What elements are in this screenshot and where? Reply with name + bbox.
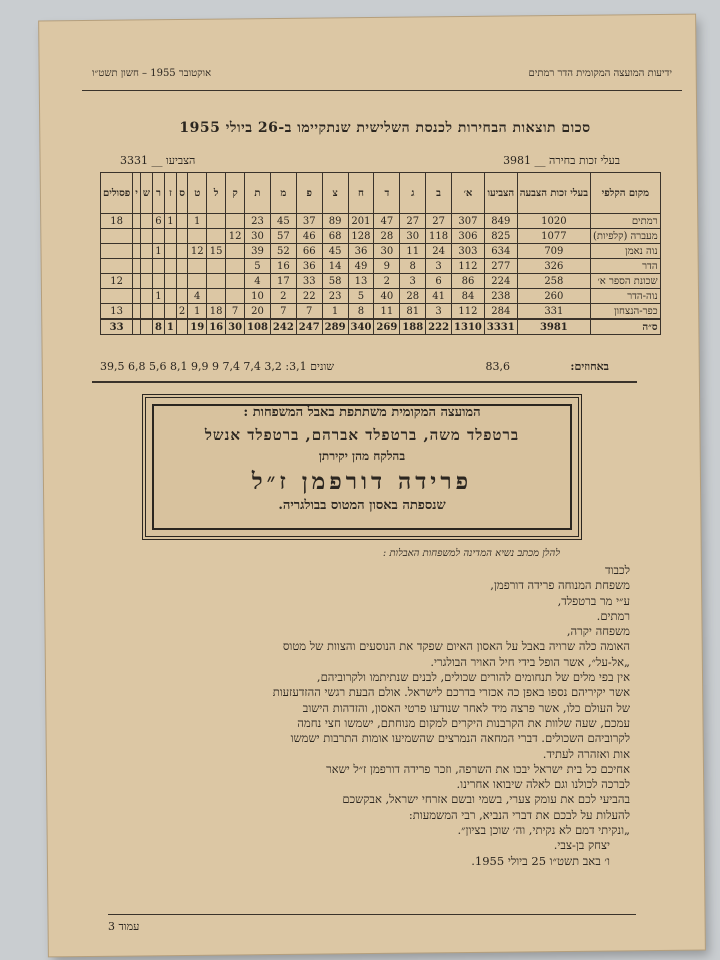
vote-count-cell bbox=[176, 229, 187, 244]
letter-line: „ונקיתי דמם לא נקיתי, וה׳ שוכן בציון״. bbox=[457, 823, 630, 838]
vote-count-cell: 49 bbox=[348, 259, 374, 274]
vote-count-cell: 86 bbox=[452, 274, 485, 289]
vote-count-cell: 1 bbox=[152, 289, 164, 304]
vote-count-cell: 12 bbox=[188, 244, 207, 259]
vote-count-cell: 331 bbox=[517, 304, 590, 320]
vote-count-cell: 7 bbox=[226, 304, 245, 320]
vote-count-cell: 108 bbox=[245, 319, 271, 335]
letter-line: משפחת המנוחה פרידה דורפמן, bbox=[490, 578, 630, 593]
vote-count-cell bbox=[140, 244, 152, 259]
vote-count-cell: 634 bbox=[484, 244, 517, 259]
percent-values: 39,5 6,8 5,6 8,1 9,9 9 7,4 7,4 3,2 :שונים 3,1 bbox=[100, 360, 335, 373]
vote-count-cell: 58 bbox=[322, 274, 348, 289]
column-header: ק bbox=[226, 173, 245, 214]
vote-count-cell bbox=[140, 304, 152, 320]
total-row bbox=[101, 319, 661, 335]
vote-count-cell: 5 bbox=[245, 259, 271, 274]
vote-count-cell: 306 bbox=[452, 229, 485, 244]
vote-count-cell: 3 bbox=[400, 274, 426, 289]
vote-count-cell bbox=[176, 319, 187, 335]
vote-count-cell bbox=[176, 274, 187, 289]
notice-line-5: שנספתה באסון המטוס בבולגריה. bbox=[278, 498, 446, 513]
column-header: צ bbox=[322, 173, 348, 214]
vote-count-cell bbox=[152, 259, 164, 274]
vote-count-cell: 30 bbox=[374, 244, 400, 259]
vote-count-cell bbox=[207, 229, 226, 244]
column-header: ב bbox=[426, 173, 452, 214]
column-header: פסולים bbox=[101, 173, 133, 214]
vote-count-cell: 238 bbox=[484, 289, 517, 304]
vote-count-cell bbox=[164, 289, 176, 304]
vote-count-cell: 39 bbox=[245, 244, 271, 259]
vote-count-cell bbox=[226, 214, 245, 229]
percent-turnout: 83,6 bbox=[485, 360, 510, 373]
vote-count-cell: 7 bbox=[296, 304, 322, 320]
vote-count-cell: 3 bbox=[426, 259, 452, 274]
column-header: ח bbox=[348, 173, 374, 214]
vote-count-cell: 14 bbox=[322, 259, 348, 274]
vote-count-cell bbox=[152, 274, 164, 289]
vote-count-cell: 8 bbox=[152, 319, 164, 335]
table-row bbox=[101, 274, 661, 289]
table-row bbox=[101, 229, 661, 244]
column-header: בעלי זכות הצבעה bbox=[517, 173, 590, 214]
header-date: אוקטובר 1955 – חשון תשט״ו bbox=[92, 68, 212, 79]
letter-line: יצחק בן-צבי. bbox=[553, 838, 610, 853]
vote-count-cell: 84 bbox=[452, 289, 485, 304]
vote-count-cell: 1 bbox=[188, 214, 207, 229]
table-body bbox=[101, 214, 661, 335]
vote-count-cell: 7 bbox=[270, 304, 296, 320]
notice-deceased-name: פרידה דורפמן ז״ל bbox=[251, 468, 473, 495]
vote-count-cell: 224 bbox=[484, 274, 517, 289]
letter-line: אשר יקיריהם נספו באפן כה אכזרי בדרכם לישראל. אולם הבעת רגשי ההזדעזעות bbox=[272, 685, 630, 700]
notice-line-1: המועצה המקומית משתתפת באבל המשפחות : bbox=[243, 405, 481, 420]
vote-count-cell bbox=[133, 244, 141, 259]
vote-count-cell: 2 bbox=[270, 289, 296, 304]
letter-line: בהביעי לכם את עומק צערי, בשמי ובשם אזרחי ישראל, אבקשכם bbox=[342, 792, 630, 807]
vote-count-cell bbox=[152, 229, 164, 244]
letter-line: לברכה לכולנו וגם לאלה שיבואו אחרינו. bbox=[456, 777, 630, 792]
vote-count-cell: 4 bbox=[188, 289, 207, 304]
vote-count-cell: 30 bbox=[245, 229, 271, 244]
vote-count-cell: 3981 bbox=[517, 319, 590, 335]
vote-count-cell: 22 bbox=[296, 289, 322, 304]
vote-count-cell bbox=[176, 289, 187, 304]
vote-count-cell: 13 bbox=[101, 304, 133, 320]
column-header: ג bbox=[400, 173, 426, 214]
vote-count-cell: 188 bbox=[400, 319, 426, 335]
vote-count-cell: 1020 bbox=[517, 214, 590, 229]
vote-count-cell: 33 bbox=[296, 274, 322, 289]
vote-count-cell bbox=[133, 229, 141, 244]
vote-count-cell: 36 bbox=[348, 244, 374, 259]
column-header: ת bbox=[245, 173, 271, 214]
vote-count-cell: 1 bbox=[152, 244, 164, 259]
column-header: ס bbox=[176, 173, 187, 214]
vote-count-cell bbox=[164, 244, 176, 259]
vote-count-cell: 128 bbox=[348, 229, 374, 244]
vote-count-cell: 1 bbox=[322, 304, 348, 320]
vote-count-cell: 24 bbox=[426, 244, 452, 259]
page-header bbox=[92, 68, 672, 84]
vote-count-cell: 81 bbox=[400, 304, 426, 320]
vote-count-cell bbox=[207, 259, 226, 274]
president-letter bbox=[92, 563, 630, 869]
table-row bbox=[101, 259, 661, 274]
vote-count-cell bbox=[140, 214, 152, 229]
polling-place-cell: שכונת הספר א׳ bbox=[591, 274, 661, 289]
vote-count-cell: 260 bbox=[517, 289, 590, 304]
vote-count-cell: 2 bbox=[374, 274, 400, 289]
vote-count-cell: 5 bbox=[348, 289, 374, 304]
column-header: א׳ bbox=[452, 173, 485, 214]
vote-count-cell: 284 bbox=[484, 304, 517, 320]
vote-count-cell bbox=[101, 244, 133, 259]
column-header: ז bbox=[164, 173, 176, 214]
vote-count-cell bbox=[140, 289, 152, 304]
vote-count-cell: 3 bbox=[426, 304, 452, 320]
vote-count-cell: 23 bbox=[245, 214, 271, 229]
vote-count-cell: 66 bbox=[296, 244, 322, 259]
vote-count-cell: 52 bbox=[270, 244, 296, 259]
polling-place-cell: הדר bbox=[591, 259, 661, 274]
vote-count-cell: 16 bbox=[207, 319, 226, 335]
vote-count-cell: 10 bbox=[245, 289, 271, 304]
vote-count-cell: 57 bbox=[270, 229, 296, 244]
vote-count-cell: 6 bbox=[426, 274, 452, 289]
vote-count-cell: 118 bbox=[426, 229, 452, 244]
vote-count-cell: 258 bbox=[517, 274, 590, 289]
vote-count-cell: 30 bbox=[226, 319, 245, 335]
letter-line: של העולם כלו, אשר פרצה מיד לאחר שנודעו פרטי האסון, והזדהות הישוב bbox=[302, 700, 630, 715]
vote-count-cell: 269 bbox=[374, 319, 400, 335]
vote-count-cell: 9 bbox=[374, 259, 400, 274]
vote-count-cell: 11 bbox=[400, 244, 426, 259]
percent-row bbox=[100, 360, 615, 376]
table-row bbox=[101, 214, 661, 229]
vote-count-cell: 1 bbox=[188, 304, 207, 320]
letter-heading: להלן מכתב נשיא המדינה למשפחות האבלות : bbox=[382, 548, 560, 559]
polling-place-cell: מעברה (קלפיות) bbox=[591, 229, 661, 244]
footer-rule bbox=[108, 914, 636, 915]
letter-line: ע״י מר ברטפלד, bbox=[557, 593, 630, 608]
vote-count-cell bbox=[133, 319, 141, 335]
vote-count-cell: 20 bbox=[245, 304, 271, 320]
vote-count-cell bbox=[101, 289, 133, 304]
vote-count-cell: 40 bbox=[374, 289, 400, 304]
vote-count-cell bbox=[101, 259, 133, 274]
vote-count-cell: 30 bbox=[400, 229, 426, 244]
vote-count-cell: 47 bbox=[374, 214, 400, 229]
vote-count-cell bbox=[140, 319, 152, 335]
vote-count-cell bbox=[133, 214, 141, 229]
table-row bbox=[101, 304, 661, 320]
column-header: ל bbox=[207, 173, 226, 214]
vote-count-cell: 41 bbox=[426, 289, 452, 304]
letter-line: ו׳ באב תשט״ו 25 ביולי 1955. bbox=[471, 853, 610, 868]
vote-count-cell: 1 bbox=[164, 214, 176, 229]
vote-count-cell: 33 bbox=[101, 319, 133, 335]
vote-count-cell: 27 bbox=[426, 214, 452, 229]
vote-count-cell: 242 bbox=[270, 319, 296, 335]
vote-count-cell: 45 bbox=[270, 214, 296, 229]
letter-line: לכבוד bbox=[604, 563, 630, 577]
vote-count-cell: 19 bbox=[188, 319, 207, 335]
column-header: מקום הקלפי bbox=[591, 173, 661, 214]
vote-count-cell: 825 bbox=[484, 229, 517, 244]
vote-count-cell bbox=[176, 244, 187, 259]
letter-line: לקרוביהם השכולים. דברי המחאה הנמרצים שהשמיעו אומות התרבות ישמשו bbox=[290, 731, 630, 746]
vote-count-cell bbox=[188, 274, 207, 289]
vote-count-cell: 23 bbox=[322, 289, 348, 304]
vote-count-cell bbox=[207, 289, 226, 304]
vote-count-cell bbox=[207, 274, 226, 289]
eligible-voters: בעלי זכות בחירה __ 3981 bbox=[503, 154, 620, 167]
vote-count-cell bbox=[164, 229, 176, 244]
vote-count-cell: 36 bbox=[296, 259, 322, 274]
vote-count-cell: 12 bbox=[101, 274, 133, 289]
condolence-notice bbox=[142, 394, 582, 540]
results-summary bbox=[120, 154, 620, 170]
table-row bbox=[101, 244, 661, 259]
vote-count-cell: 709 bbox=[517, 244, 590, 259]
vote-count-cell bbox=[226, 274, 245, 289]
vote-count-cell: 307 bbox=[452, 214, 485, 229]
vote-count-cell: 303 bbox=[452, 244, 485, 259]
vote-count-cell: 3331 bbox=[484, 319, 517, 335]
notice-inner-border bbox=[152, 404, 572, 530]
vote-count-cell bbox=[164, 259, 176, 274]
column-header: ר bbox=[152, 173, 164, 214]
vote-count-cell: 277 bbox=[484, 259, 517, 274]
header-rule bbox=[82, 90, 682, 91]
polling-place-cell: רמתים bbox=[591, 214, 661, 229]
notice-line-2: ברטפלד משה, ברטפלד אברהם, ברטפלד אנשל bbox=[204, 426, 520, 444]
vote-count-cell: 28 bbox=[400, 289, 426, 304]
vote-count-cell: 11 bbox=[374, 304, 400, 320]
column-header: מ bbox=[270, 173, 296, 214]
column-header: ד bbox=[374, 173, 400, 214]
vote-count-cell: 17 bbox=[270, 274, 296, 289]
vote-count-cell: 849 bbox=[484, 214, 517, 229]
vote-count-cell bbox=[188, 229, 207, 244]
letter-line: עמכם, שעה שלוות את הקרבנות היקרים למקום מנוחתם, ישמשו חצי נחמה bbox=[297, 715, 630, 730]
vote-count-cell: 45 bbox=[322, 244, 348, 259]
vote-count-cell bbox=[101, 229, 133, 244]
vote-count-cell: 6 bbox=[152, 214, 164, 229]
vote-count-cell bbox=[140, 229, 152, 244]
vote-count-cell bbox=[176, 259, 187, 274]
vote-count-cell bbox=[140, 259, 152, 274]
vote-count-cell: 326 bbox=[517, 259, 590, 274]
vote-count-cell bbox=[207, 214, 226, 229]
table-row bbox=[101, 289, 661, 304]
polling-place-cell: נוה נאמן bbox=[591, 244, 661, 259]
letter-line: להעלות על לבכם את דברי הנביא, רבי המשמעות: bbox=[408, 807, 630, 822]
vote-count-cell bbox=[152, 304, 164, 320]
results-table bbox=[100, 172, 661, 335]
vote-count-cell: 89 bbox=[322, 214, 348, 229]
vote-count-cell: 18 bbox=[207, 304, 226, 320]
vote-count-cell bbox=[176, 214, 187, 229]
vote-count-cell: 201 bbox=[348, 214, 374, 229]
vote-count-cell: 247 bbox=[296, 319, 322, 335]
vote-count-cell: 27 bbox=[400, 214, 426, 229]
vote-count-cell: 1077 bbox=[517, 229, 590, 244]
vote-count-cell: 112 bbox=[452, 259, 485, 274]
column-header: ט bbox=[188, 173, 207, 214]
voted-count: הצביעו __ 3331 bbox=[120, 154, 196, 167]
vote-count-cell bbox=[133, 274, 141, 289]
results-title: סכום תוצאות הבחירות לכנסת השלישית שנתקיימו ב-26 ביולי 1955 bbox=[179, 120, 591, 136]
letter-line: האומה כלה שרויה באבל על האסון האיום שפקד את הנוסעים והצוות של מטוס bbox=[282, 639, 630, 654]
vote-count-cell: 28 bbox=[374, 229, 400, 244]
vote-count-cell: 16 bbox=[270, 259, 296, 274]
vote-count-cell: 2 bbox=[176, 304, 187, 320]
vote-count-cell bbox=[140, 274, 152, 289]
vote-count-cell: 340 bbox=[348, 319, 374, 335]
vote-count-cell bbox=[226, 244, 245, 259]
vote-count-cell bbox=[164, 304, 176, 320]
vote-count-cell bbox=[133, 304, 141, 320]
column-header: ש bbox=[140, 173, 152, 214]
page-number: עמוד 3 bbox=[108, 920, 140, 933]
column-header: י bbox=[133, 173, 141, 214]
vote-count-cell: 222 bbox=[426, 319, 452, 335]
letter-line: אחיכם כל בית ישראל יבכו את השרפה, וזכר פרידה דורפמן ז״ל ישאר bbox=[326, 761, 630, 776]
polling-place-cell: נוה-הדר bbox=[591, 289, 661, 304]
column-header: הצביעו bbox=[484, 173, 517, 214]
vote-count-cell: 8 bbox=[400, 259, 426, 274]
notice-line-3: בהלקח מהן יקירתן bbox=[318, 449, 406, 463]
vote-count-cell bbox=[226, 289, 245, 304]
polling-place-cell: ס״ה bbox=[591, 319, 661, 335]
letter-line: אין בפי מלים של תנחומים להורים שכולים, לבנים שנתיתמו ולקרוביהם, bbox=[316, 670, 630, 685]
polling-place-cell: כפר-הנצחון bbox=[591, 304, 661, 320]
vote-count-cell: 8 bbox=[348, 304, 374, 320]
vote-count-cell: 4 bbox=[245, 274, 271, 289]
vote-count-cell: 68 bbox=[322, 229, 348, 244]
vote-count-cell: 13 bbox=[348, 274, 374, 289]
percent-label: באחוזים: bbox=[570, 360, 609, 373]
table-header-row bbox=[101, 173, 661, 214]
vote-count-cell: 46 bbox=[296, 229, 322, 244]
vote-count-cell: 18 bbox=[101, 214, 133, 229]
vote-count-cell bbox=[188, 259, 207, 274]
vote-count-cell: 15 bbox=[207, 244, 226, 259]
vote-count-cell: 12 bbox=[226, 229, 245, 244]
section-rule bbox=[92, 381, 637, 383]
vote-count-cell: 1310 bbox=[452, 319, 485, 335]
vote-count-cell bbox=[133, 289, 141, 304]
vote-count-cell bbox=[226, 259, 245, 274]
vote-count-cell: 37 bbox=[296, 214, 322, 229]
vote-count-cell bbox=[164, 274, 176, 289]
vote-count-cell: 289 bbox=[322, 319, 348, 335]
vote-count-cell: 1 bbox=[164, 319, 176, 335]
column-header: פ bbox=[296, 173, 322, 214]
vote-count-cell: 112 bbox=[452, 304, 485, 320]
header-publication: ידיעות המועצה המקומית הדר רמתים bbox=[528, 68, 672, 79]
letter-line: רמתים. bbox=[596, 608, 630, 623]
letter-line: אות ואזהרה לעתיד. bbox=[542, 746, 630, 761]
letter-line: משפחה יקרה, bbox=[566, 624, 630, 639]
letter-line: „אל-על״, אשר הופל בידי חיל האויר הבולגרי. bbox=[430, 654, 630, 669]
vote-count-cell bbox=[133, 259, 141, 274]
